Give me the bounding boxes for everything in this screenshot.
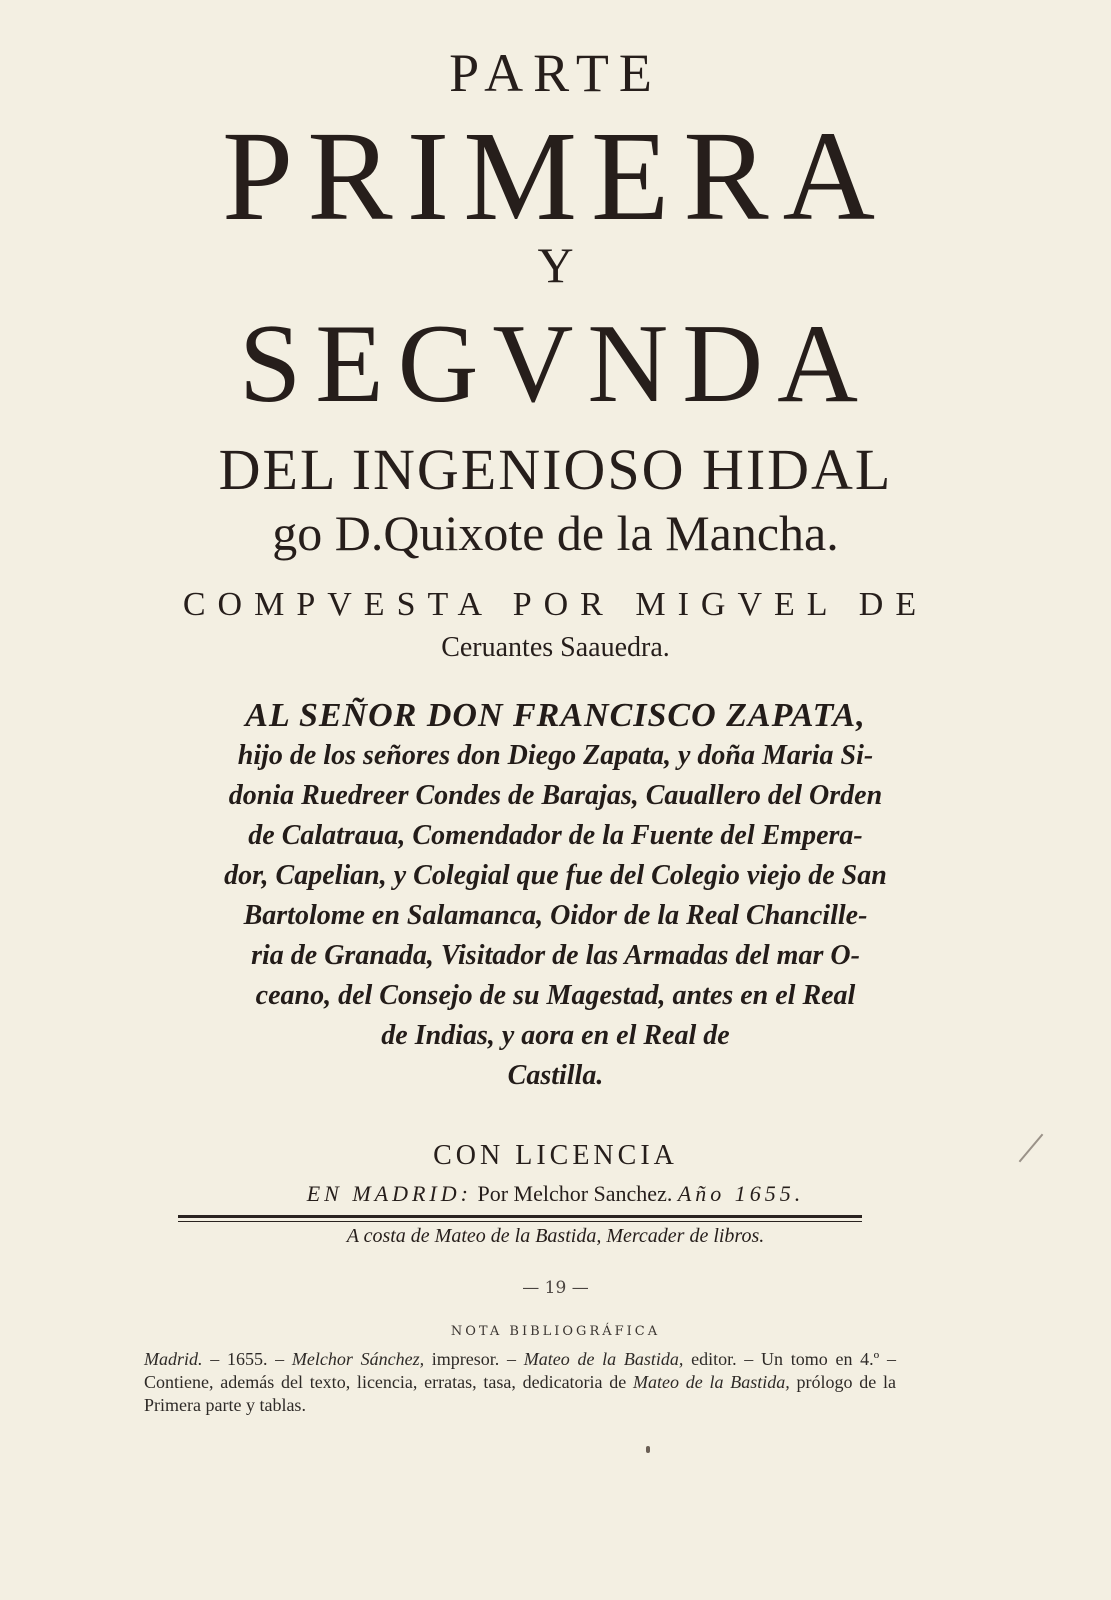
publisher-cost: A costa de Mateo de la Bastida, Mercader de libros. — [346, 1225, 765, 1247]
dedication-line: donia Ruedreer Condes de Barajas, Cauallero del Orden — [228, 780, 883, 811]
dedication-line: de Calatraua, Comendador de la Fuente del Empera- — [248, 820, 863, 851]
nota-dedicator: Mateo de la Bastida, — [633, 1372, 790, 1392]
title-segunda: SEGVNDA — [238, 302, 873, 426]
nota-title: NOTA BIBLIOGRÁFICA — [450, 1324, 661, 1339]
title-y: Y — [537, 237, 574, 293]
page-number: — 19 — — [522, 1278, 589, 1298]
imprint-printer: Por Melchor Sanchez. — [477, 1181, 673, 1206]
nota-city: Madrid. — [144, 1349, 203, 1369]
nota-printer: Melchor Sánchez, — [291, 1349, 425, 1369]
dedication-line: ceano, del Consejo de su Magestad, antes en el Real — [255, 980, 856, 1011]
nota-editor: Mateo de la Bastida, — [523, 1349, 684, 1369]
nota-body — [144, 1348, 896, 1417]
dedication-line: ria de Granada, Visitador de las Armadas del mar O- — [251, 940, 860, 971]
license: CON LICENCIA — [433, 1140, 678, 1171]
dedication — [0, 696, 1111, 1096]
nota-text: impresor. – — [424, 1349, 524, 1369]
dedication-line: de Indias, y aora en el Real de — [381, 1020, 730, 1051]
nota-text: editor. – Un tomo en 4.º – Contiene, además del texto, licencia, erratas, tasa, dedicatoria de — [144, 1349, 896, 1392]
title-primera: PRIMERA — [222, 105, 889, 247]
nota-text: prólogo de la Primera parte y tablas. — [144, 1372, 897, 1415]
rule-thin — [178, 1221, 862, 1222]
ink-dot — [646, 1446, 650, 1453]
author-line: COMPVESTA POR MIGVEL DE — [182, 586, 929, 623]
author-name: Ceruantes Saauedra. — [441, 632, 670, 663]
title-quixote: go D.Quixote de la Mancha. — [272, 505, 839, 561]
nota-text: – 1655. – — [202, 1349, 292, 1369]
imprint-year: Año 1655. — [677, 1181, 805, 1206]
dedication-line: AL SEÑOR DON FRANCISCO ZAPATA, — [245, 697, 866, 734]
title-ingenioso: DEL INGENIOSO HIDAL — [218, 437, 893, 502]
dedication-line: dor, Capelian, y Colegial que fue del Colegio viejo de San — [224, 860, 887, 891]
dedication-line: Bartolome en Salamanca, Oidor de la Real Chancille- — [243, 900, 868, 931]
imprint-city: EN MADRID: — [306, 1181, 472, 1206]
rule-thick — [178, 1215, 862, 1218]
imprint — [0, 1181, 1111, 1207]
dedication-line: hijo de los señores don Diego Zapata, y doña Maria Si- — [237, 740, 874, 771]
dedication-line: Castilla. — [507, 1060, 604, 1091]
title-parte: PARTE — [449, 43, 662, 103]
